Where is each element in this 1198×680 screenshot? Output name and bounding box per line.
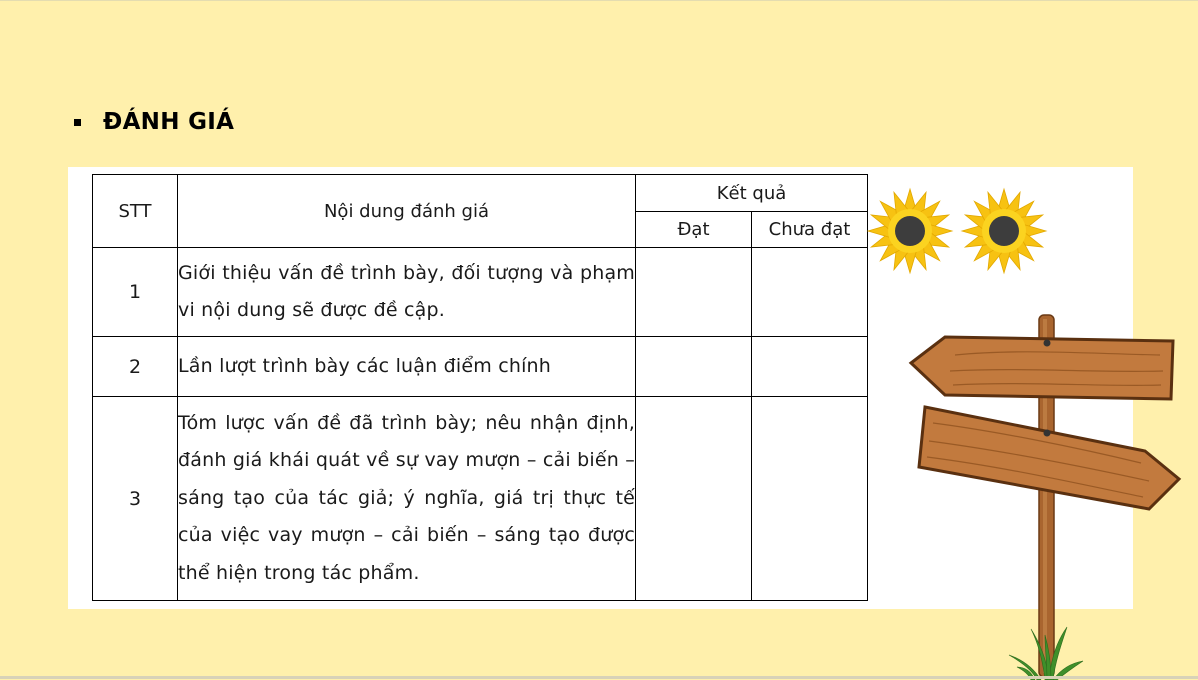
row-fail-cell[interactable] [752,337,868,397]
table-row [93,337,868,397]
row-content: Giới thiệu vấn đề trình bày, đối tượng và phạm vi nội dung sẽ được đề cập. [178,248,636,337]
header-result: Kết quả [636,175,868,212]
header-fail: Chưa đạt [752,212,868,248]
section-heading [74,109,234,135]
header-stt: STT [93,175,178,248]
header-content: Nội dung đánh giá [178,175,636,248]
table-row [93,397,868,601]
heading-title: ĐÁNH GIÁ [103,109,235,135]
row-fail-cell[interactable] [752,248,868,337]
bullet-icon [74,119,81,126]
row-pass-cell[interactable] [636,337,752,397]
row-pass-cell[interactable] [636,248,752,337]
row-stt: 3 [93,397,178,601]
table-row [93,248,868,337]
evaluation-table [92,174,868,601]
sunflower-icon [960,187,1050,277]
grass-icon [1005,623,1085,680]
sunflower-icon [866,187,956,277]
row-content: Tóm lược vấn đề đã trình bày; nêu nhận định, đánh giá khái quát về sự vay mượn – cải biến – sáng tạo của tác giả; ý nghĩa, giá trị thực tế của việc vay mượn – cải biến – sáng tạo được thể hiện trong tác phẩm. [178,397,636,601]
row-content: Lần lượt trình bày các luận điểm chính [178,337,636,397]
row-pass-cell[interactable] [636,397,752,601]
row-fail-cell[interactable] [752,397,868,601]
header-pass: Đạt [636,212,752,248]
row-stt: 1 [93,248,178,337]
row-stt: 2 [93,337,178,397]
